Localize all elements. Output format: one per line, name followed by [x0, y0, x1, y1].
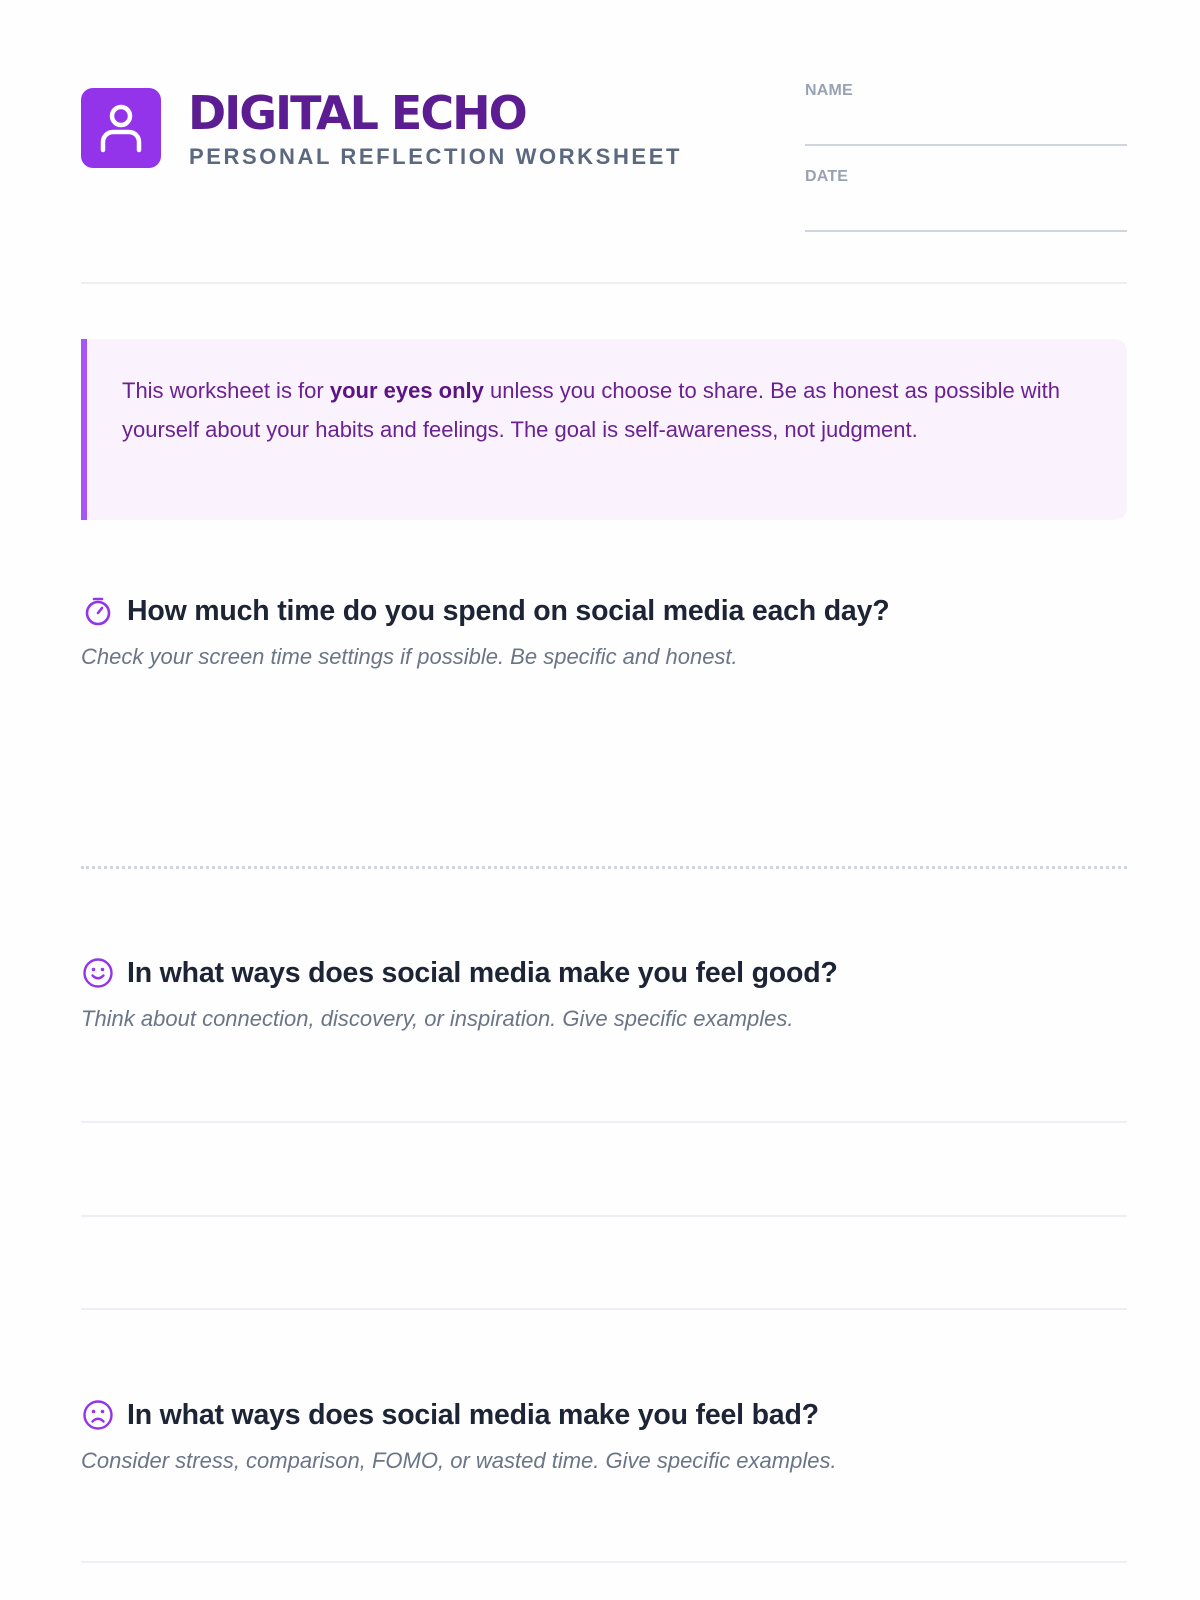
header-divider — [81, 282, 1127, 284]
question-feel-good — [81, 953, 1127, 1032]
answer-area-feel-bad[interactable] — [81, 1500, 1127, 1560]
name-field — [805, 82, 1127, 146]
frown-icon — [81, 1398, 115, 1432]
question-feel-bad — [81, 1395, 1127, 1474]
question-hint: Think about connection, discovery, or inspiration. Give specific examples. — [81, 1006, 794, 1031]
question-hint: Consider stress, comparison, FOMO, or wasted time. Give specific examples. — [81, 1448, 837, 1473]
brand-subtitle: PERSONAL REFLECTION WORKSHEET — [189, 144, 683, 169]
smile-icon — [81, 956, 115, 990]
question-title: In what ways does social media make you feel good? — [127, 956, 838, 989]
worksheet-header — [81, 82, 1127, 286]
date-input[interactable] — [805, 186, 1127, 232]
question-title: How much time do you spend on social media each day? — [127, 594, 890, 627]
answer-area-feel-good[interactable] — [81, 1060, 1127, 1310]
answer-line — [81, 1121, 1127, 1123]
date-label: DATE — [805, 168, 849, 185]
privacy-notice — [81, 339, 1127, 520]
notice-text-after: unless you choose to share. Be as honest as possible with yourself about your habits and feelings. The goal is self-awareness, not judgment. — [122, 378, 1060, 442]
question-hint: Check your screen time settings if possible. Be specific and honest. — [81, 644, 738, 669]
answer-line — [81, 1561, 1127, 1563]
answer-line — [81, 1308, 1127, 1310]
worksheet-page — [81, 0, 1127, 1600]
section-divider — [81, 866, 1127, 869]
user-icon — [98, 103, 144, 153]
answer-area-screen-time[interactable] — [81, 690, 1127, 850]
notice-text-before: This worksheet is for — [122, 378, 330, 403]
stopwatch-icon — [81, 594, 115, 628]
notice-emphasis: your eyes only — [329, 378, 484, 403]
name-label: NAME — [805, 82, 853, 99]
question-screen-time — [81, 591, 1127, 670]
date-field — [805, 168, 1127, 232]
brand-title: DIGITAL ECHO — [188, 86, 526, 140]
answer-line — [81, 1215, 1127, 1217]
question-title: In what ways does social media make you feel bad? — [127, 1398, 819, 1431]
name-input[interactable] — [805, 100, 1127, 146]
notice-text — [122, 372, 1087, 449]
logo — [81, 88, 161, 168]
